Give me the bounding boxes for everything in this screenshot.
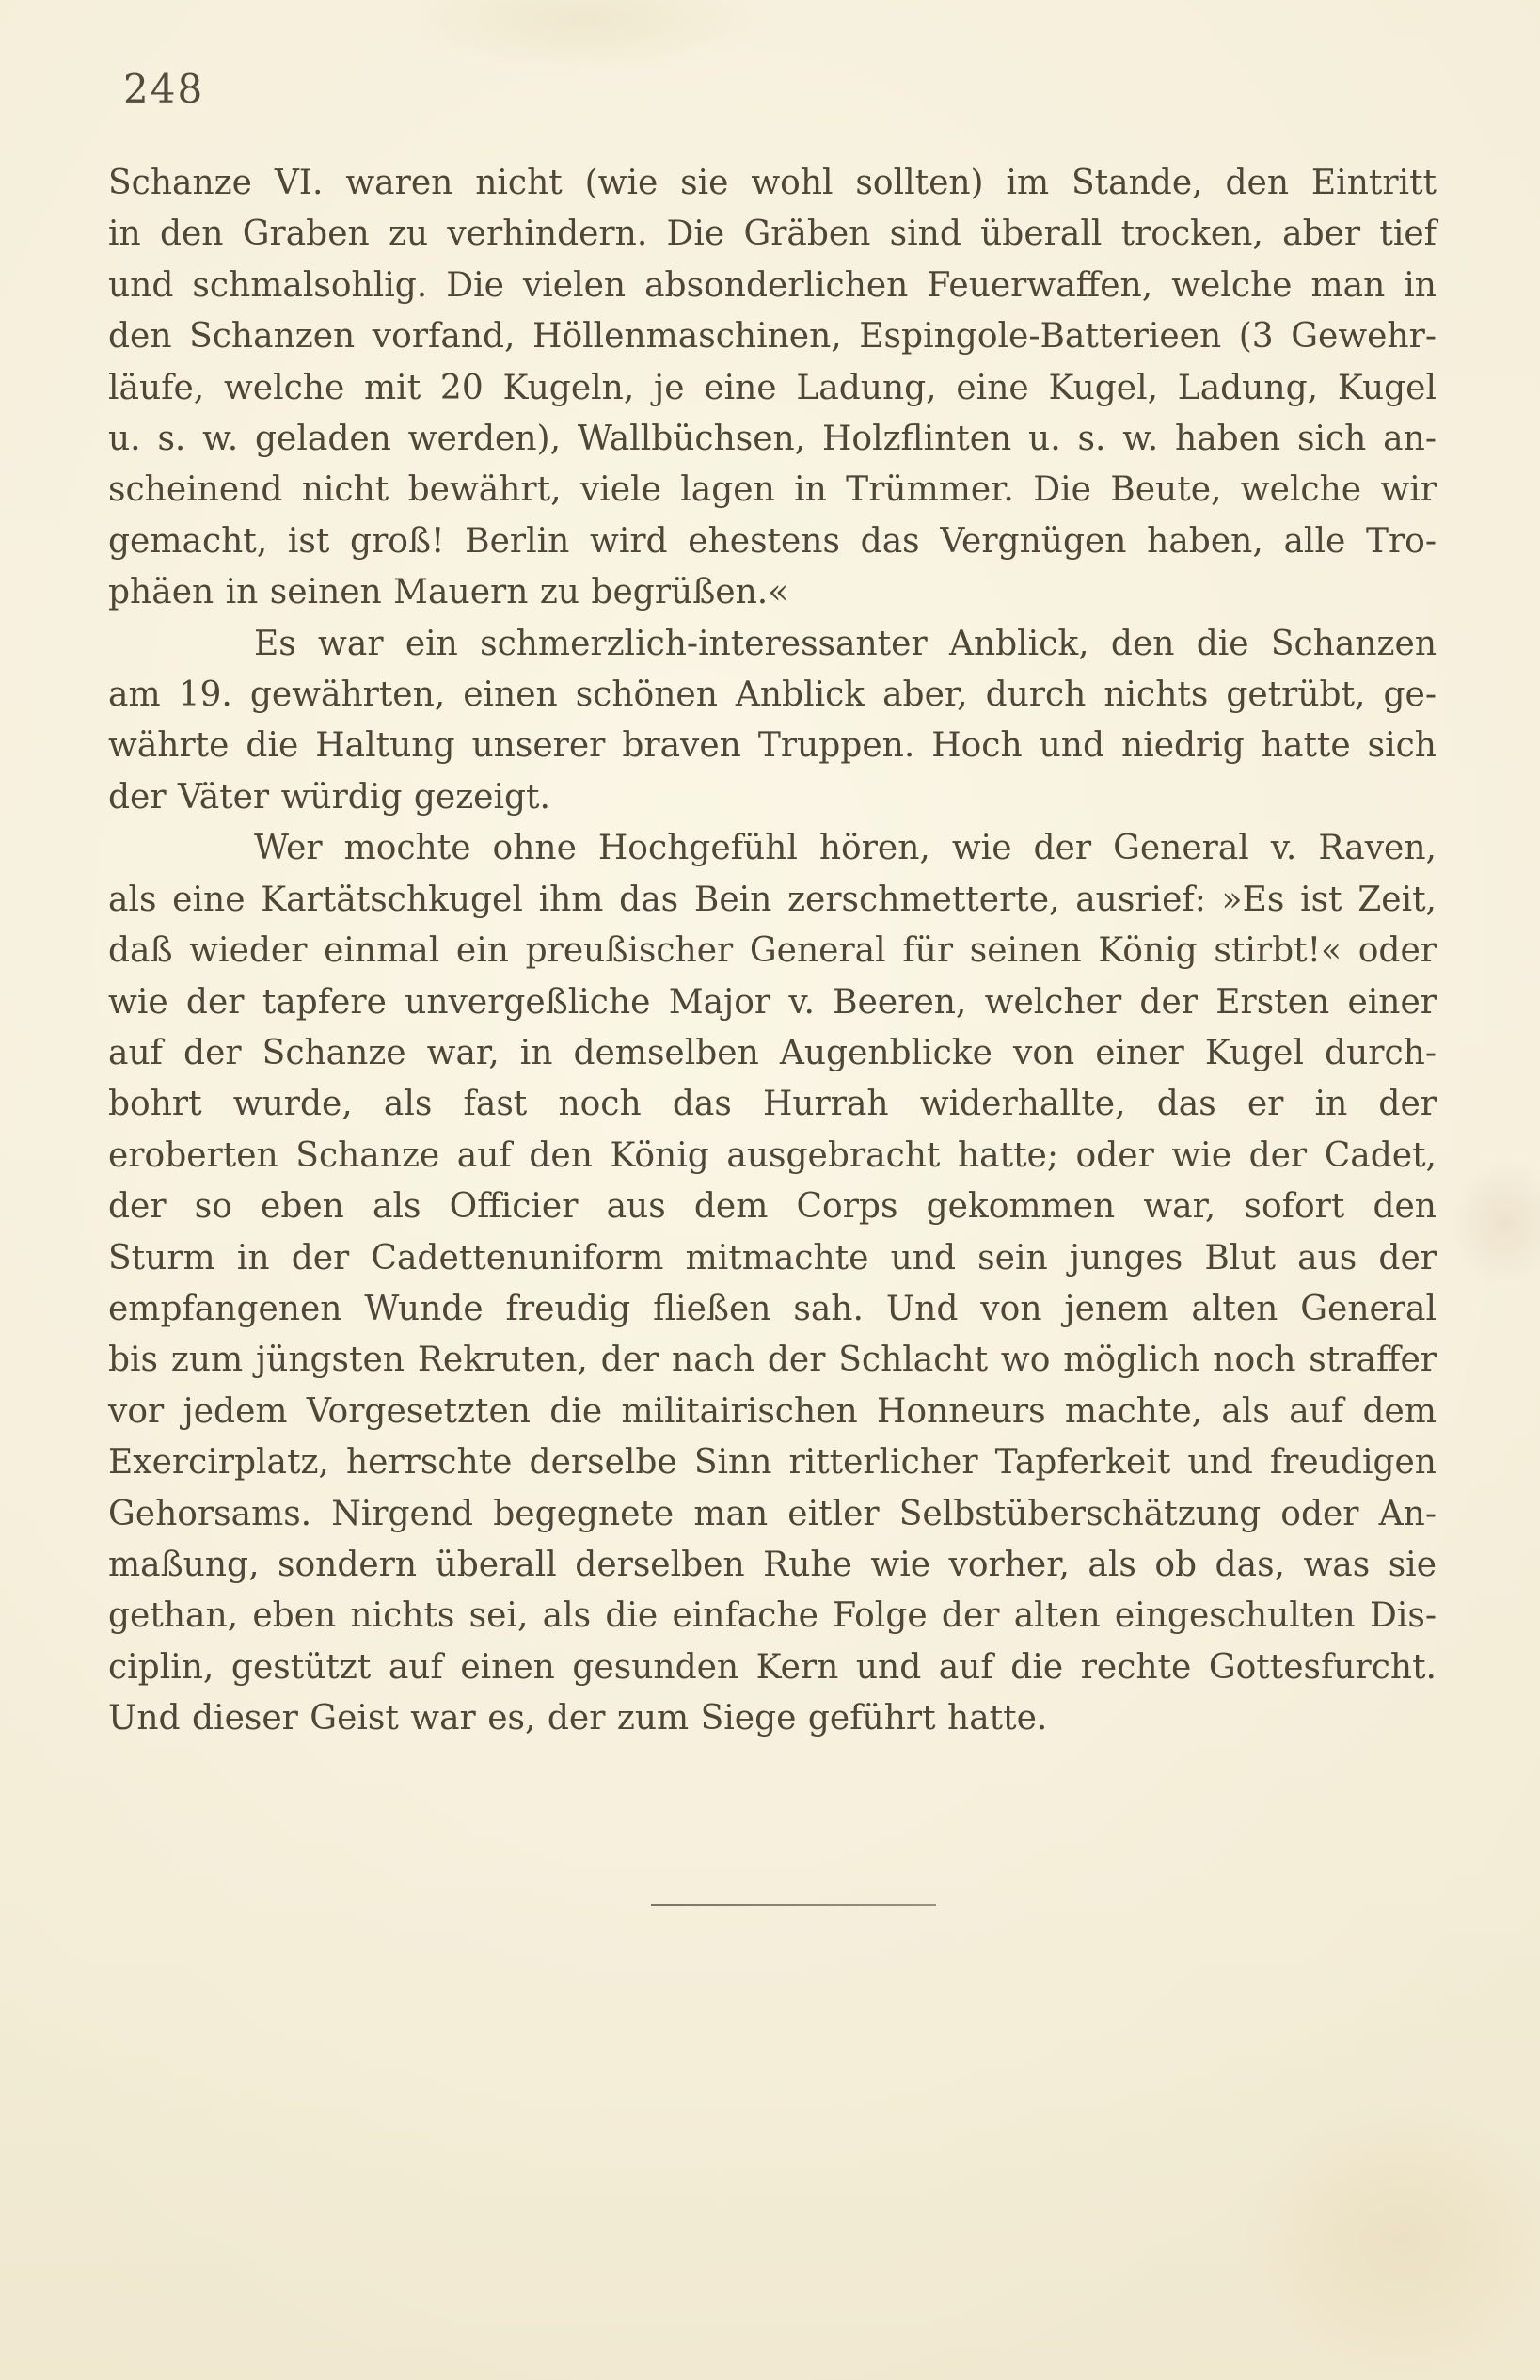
text-line: empfangenen Wunde freudig fließen sah. Und von jenem alten General [108,1289,1437,1328]
text-line: als eine Kartätschkugel ihm das Bein zerschmetterte, ausrief: »Es ist Zeit, [108,880,1437,919]
paper-stain [395,0,771,75]
text-line: der so eben als Officier aus dem Corps gekommen war, sofort den [108,1187,1437,1227]
paper-stain [1449,1157,1540,1289]
text-line: wie der tapfere unvergeßliche Major v. Beeren, welcher der Ersten einer [108,982,1437,1022]
text-line: gethan, eben nichts sei, als die einfache Folge der alten eingeschulten Dis- [108,1596,1437,1636]
text-line: und schmalsohlig. Die vielen absonderlichen Feuerwaffen, welche man in [108,265,1437,305]
text-line: läufe, welche mit 20 Kugeln, je eine Ladung, eine Kugel, Ladung, Kugel [108,368,1437,407]
text-line: Sturm in der Cadettenuniform mitmachte und sein junges Blut aus der [108,1238,1437,1277]
text-line: bis zum jüngsten Rekruten, der nach der Schlacht wo möglich noch straffer [108,1341,1437,1380]
text-line: Schanze VI. waren nicht (wie sie wohl sollten) im Stande, den Eintritt [108,164,1437,202]
page-text-block [108,158,1437,1745]
text-line: scheinend nicht bewährt, viele lagen in Trümmer. Die Beute, welche wir [108,470,1437,510]
section-divider-rule [651,1904,936,1906]
text-line: daß wieder einmal ein preußischer General für seinen König stirbt!« oder [108,931,1437,971]
text-line: vor jedem Vorgesetzten die militairischen Honneurs machte, als auf dem [108,1391,1437,1431]
text-line: bohrt wurde, als fast noch das Hurrah widerhallte, das er in der [108,1085,1437,1124]
text-line: am 19. gewährten, einen schönen Anblick aber, durch nichts getrübt, ge- [108,675,1437,715]
text-line: der Väter würdig gezeigt. [108,777,550,817]
text-line: in den Graben zu verhindern. Die Gräben sind überall trocken, aber tief [108,214,1437,254]
text-line: Es war ein schmerzlich-interessanter Anblick, den die Schanzen [254,624,1437,663]
text-line: gemacht, ist groß! Berlin wird ehestens das Vergnügen haben, alle Tro- [108,521,1437,561]
text-line: währte die Haltung unserer braven Truppen. Hoch und niedrig hatte sich [108,726,1437,766]
text-line: ciplin, gestützt auf einen gesunden Kern und auf die rechte Gottesfurcht. [108,1647,1437,1687]
paper-stain [1242,2098,1540,2380]
text-line: den Schanzen vorfand, Höllenmaschinen, Espingole-Batterieen (3 Gewehr- [108,317,1437,357]
page-number: 248 [123,66,205,112]
text-line: u. s. w. geladen werden), Wallbüchsen, Holzflinten u. s. w. haben sich an- [108,420,1437,459]
text-line: Wer mochte ohne Hochgefühl hören, wie der General v. Raven, [254,829,1437,868]
text-line: auf der Schanze war, in demselben Augenblicke von einer Kugel durch- [108,1033,1437,1072]
text-line: maßung, sondern überall derselben Ruhe wie vorher, als ob das, was sie [108,1545,1437,1584]
text-line: Und dieser Geist war es, der zum Siege geführt hatte. [108,1699,1048,1738]
text-line: phäen in seinen Mauern zu begrüßen.« [108,573,789,612]
text-line: Gehorsams. Nirgend begegnete man eitler Selbstüberschätzung oder An- [108,1494,1437,1533]
text-line: eroberten Schanze auf den König ausgebracht hatte; oder wie der Cadet, [108,1135,1437,1175]
text-line: Exercirplatz, herrschte derselbe Sinn ritterlicher Tapferkeit und freudigen [108,1443,1437,1483]
